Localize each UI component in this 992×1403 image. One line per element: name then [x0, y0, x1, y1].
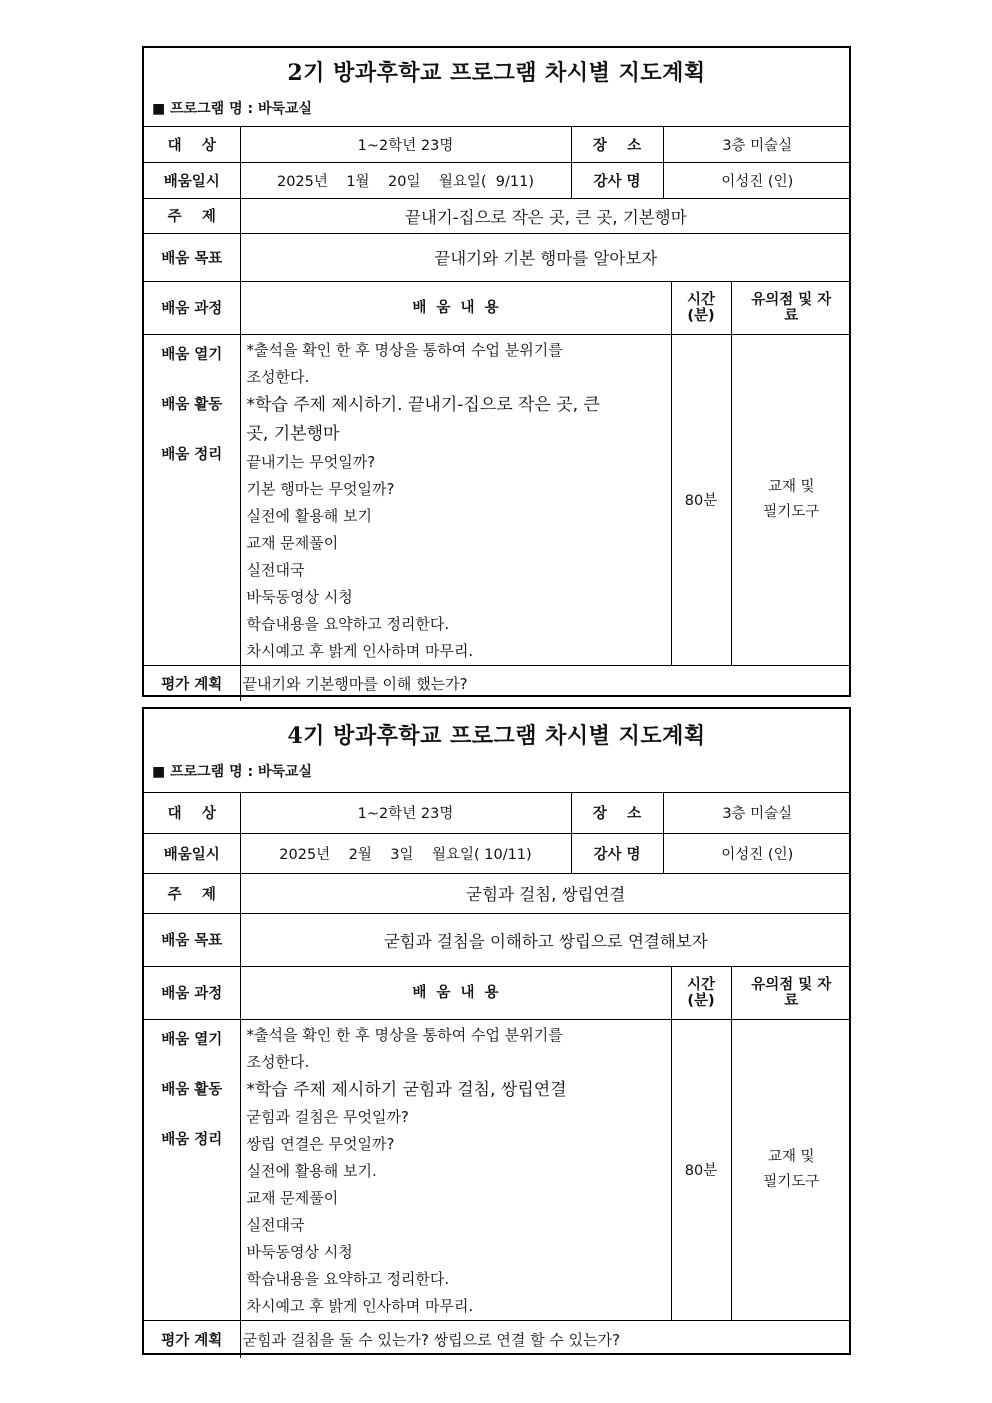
content-line: *출석을 확인 한 후 명상을 통하여 수업 분위기를: [246, 1025, 563, 1044]
content-line: 학습내용을 요약하고 정리한다.: [246, 1269, 450, 1288]
content-header: 배 움 내 용: [240, 281, 671, 334]
lesson-plan-2: [142, 707, 851, 1355]
program-name: ■ 프로그램 명 : 바둑교실: [152, 101, 313, 117]
notes-header: 유의점 및 자료: [731, 966, 851, 1019]
content-line: 교재 문제풀이: [246, 533, 339, 552]
plan-header: [144, 709, 849, 793]
materials-line: 필기도구: [763, 1173, 820, 1190]
process-label: 배움 과정: [144, 966, 240, 1019]
goal-value: 끝내기와 기본 행마를 알아보자: [240, 233, 851, 281]
materials-line: 교재 및: [767, 1148, 815, 1165]
notes-header: 유의점 및 자료: [731, 281, 851, 334]
time-header: 시간 (분): [671, 281, 731, 334]
content-body: [240, 1019, 671, 1320]
instructor-value: 이성진 (인): [663, 162, 851, 198]
eval-label: 평가 계획: [144, 665, 240, 701]
plan-header: [144, 48, 849, 127]
place-value: 3층 미술실: [663, 127, 851, 162]
process-step: 배움 정리: [161, 446, 223, 463]
content-line: 끝내기는 무엇일까?: [246, 452, 376, 471]
content-line: 곳, 기본행마: [246, 423, 340, 444]
plan-table: [144, 127, 851, 701]
process-steps: [144, 334, 240, 665]
materials-line: 필기도구: [763, 503, 820, 520]
eval-value: 끝내기와 기본행마를 이해 했는가?: [240, 665, 851, 701]
content-body: [240, 334, 671, 665]
time-value: 80분: [671, 1019, 731, 1320]
process-step: 배움 활동: [161, 396, 223, 413]
content-line: 실전대국: [246, 1215, 305, 1234]
eval-label: 평가 계획: [144, 1320, 240, 1358]
materials: [731, 1019, 851, 1320]
content-line: *출석을 확인 한 후 명상을 통하여 수업 분위기를: [246, 340, 563, 359]
instructor-label: 강사 명: [571, 162, 663, 198]
target-value: 1~2학년 23명: [240, 793, 571, 833]
plan-title: 2기 방과후학교 프로그램 차시별 지도계획: [287, 60, 706, 86]
plan-title: 4기 방과후학교 프로그램 차시별 지도계획: [287, 723, 706, 749]
time-header: 시간 (분): [671, 966, 731, 1019]
plan-table: [144, 793, 851, 1358]
materials-line: 교재 및: [767, 478, 815, 495]
content-line: 기본 행마는 무엇일까?: [246, 479, 395, 498]
process-steps: [144, 1019, 240, 1320]
eval-value: 굳힘과 걸침을 둘 수 있는가? 쌍립으로 연결 할 수 있는가?: [240, 1320, 851, 1358]
content-line: 바둑동영상 시청: [246, 587, 353, 606]
process-step: 배움 정리: [161, 1131, 223, 1148]
content-line: 차시예고 후 밝게 인사하며 마무리.: [246, 641, 474, 660]
process-step: 배움 열기: [161, 1031, 223, 1048]
target-label: 대 상: [144, 127, 240, 162]
content-line: 바둑동영상 시청: [246, 1242, 353, 1261]
program-name: ■ 프로그램 명 : 바둑교실: [152, 764, 313, 780]
materials: [731, 334, 851, 665]
content-line: 학습내용을 요약하고 정리한다.: [246, 614, 450, 633]
process-label: 배움 과정: [144, 281, 240, 334]
topic-value: 굳힘과 걸침, 쌍립연결: [240, 873, 851, 913]
content-line: 차시예고 후 밝게 인사하며 마무리.: [246, 1296, 474, 1315]
process-step: 배움 활동: [161, 1081, 223, 1098]
content-line: *학습 주제 제시하기 굳힘과 걸침, 쌍립연결: [246, 1079, 567, 1100]
place-label: 장 소: [571, 793, 663, 833]
date-value: 2025년 1월 20일 월요일( 9/11): [240, 162, 571, 198]
content-line: 실전에 활용해 보기: [246, 506, 372, 525]
date-label: 배움일시: [144, 833, 240, 873]
content-line: 조성한다.: [246, 367, 310, 386]
process-step: 배움 열기: [161, 346, 223, 363]
content-line: 조성한다.: [246, 1052, 310, 1071]
date-label: 배움일시: [144, 162, 240, 198]
instructor-value: 이성진 (인): [663, 833, 851, 873]
goal-label: 배움 목표: [144, 913, 240, 966]
instructor-label: 강사 명: [571, 833, 663, 873]
topic-value: 끝내기-집으로 작은 곳, 큰 곳, 기본행마: [240, 198, 851, 233]
content-line: 굳힘과 걸침은 무엇일까?: [246, 1107, 409, 1126]
date-value: 2025년 2월 3일 월요일( 10/11): [240, 833, 571, 873]
goal-value: 굳힘과 걸침을 이해하고 쌍립으로 연결해보자: [240, 913, 851, 966]
content-line: 쌍립 연결은 무엇일까?: [246, 1134, 395, 1153]
time-value: 80분: [671, 334, 731, 665]
content-line: 교재 문제풀이: [246, 1188, 339, 1207]
content-line: 실전대국: [246, 560, 305, 579]
content-line: 실전에 활용해 보기.: [246, 1161, 377, 1180]
topic-label: 주 제: [144, 873, 240, 913]
content-line: *학습 주제 제시하기. 끝내기-집으로 작은 곳, 큰: [246, 394, 600, 415]
place-label: 장 소: [571, 127, 663, 162]
topic-label: 주 제: [144, 198, 240, 233]
target-label: 대 상: [144, 793, 240, 833]
target-value: 1~2학년 23명: [240, 127, 571, 162]
goal-label: 배움 목표: [144, 233, 240, 281]
content-header: 배 움 내 용: [240, 966, 671, 1019]
lesson-plan-1: [142, 46, 851, 697]
place-value: 3층 미술실: [663, 793, 851, 833]
